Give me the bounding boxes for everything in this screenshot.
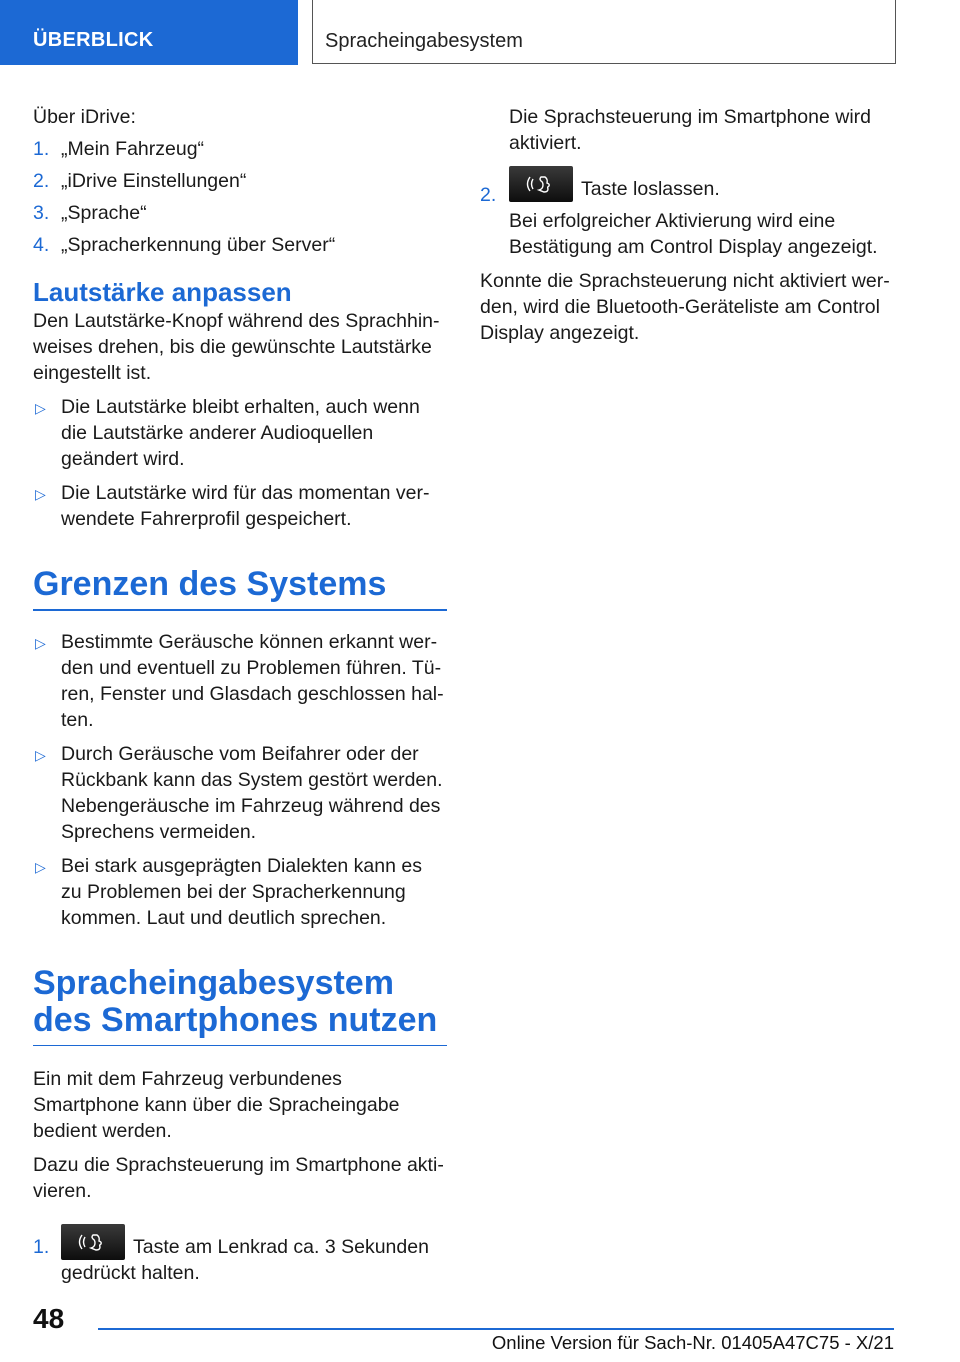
left-column bbox=[33, 104, 447, 1286]
list-item: ▷ Bestimmte Geräusche können erkannt werden und eventuell zu Problemen führen. Türen, Fenster und Glasdach geschlossen halten. bbox=[35, 630, 444, 731]
list-item: 2. Taste loslassen. Bei erfolgreicher Aktivierung wird eine Bestätigung am Control Display angezeigt. bbox=[480, 166, 894, 260]
volume-heading: Lautstärke anpassen bbox=[33, 277, 292, 307]
triangle-right-outline-icon: ▷ bbox=[35, 486, 46, 502]
page-number: 48 bbox=[33, 1303, 65, 1334]
limits-heading: Grenzen des Systems bbox=[33, 565, 387, 603]
section-label: ÜBERBLICK bbox=[33, 29, 154, 51]
footer-rule bbox=[98, 1328, 894, 1330]
list-item: ▷ Die Lautstärke bleibt erhalten, auch wenn die Lautstärke anderer Audioquellen geändert wird. bbox=[35, 396, 420, 470]
intro-text: Über iDrive: bbox=[33, 106, 136, 128]
smartphone-paragraph-2: Dazu die Sprachsteuerung im Smartphone aktivieren. bbox=[33, 1154, 444, 1202]
list-item: 1. Taste am Lenkrad ca. 3 Sekunden gedrückt halten. bbox=[33, 1224, 447, 1286]
list-item: 1. „Mein Fahrzeug“ bbox=[33, 138, 205, 160]
smartphone-paragraph-1: Ein mit dem Fahrzeug verbundenes Smartphone kann über die Spracheingabe bedient werden. bbox=[33, 1068, 400, 1142]
list-item: ▷ Durch Geräusche vom Beifahrer oder der Rückbank kann das System gestört werden. Nebengeräusche im Fahrzeug während des Sprechens vermeiden. bbox=[35, 742, 443, 843]
voice-control-button-icon bbox=[61, 1224, 125, 1260]
list-item: ▷ Die Lautstärke wird für das momentan verwendete Fahrerprofil gespeichert. bbox=[35, 482, 430, 530]
list-item: 2. „iDrive Einstellungen“ bbox=[33, 170, 247, 192]
list-item: 3. „Sprache“ bbox=[33, 202, 147, 224]
bluetooth-paragraph: Konnte die Sprachsteuerung nicht aktiviert werden, wird die Bluetooth-Geräteliste am Control Display angezeigt. bbox=[480, 270, 890, 344]
smartphone-heading: Spracheingabesystem des Smartphones nutzen bbox=[33, 963, 438, 1039]
triangle-right-outline-icon: ▷ bbox=[35, 746, 46, 763]
right-column bbox=[480, 104, 894, 346]
volume-paragraph: Den Lautstärke-Knopf während des Sprachhinweises drehen, bis die gewünschte Lautstärke eingestellt ist. bbox=[33, 310, 440, 384]
list-item: 4. „Spracherkennung über Server“ bbox=[33, 234, 336, 256]
triangle-right-outline-icon: ▷ bbox=[35, 858, 46, 875]
continued-text: Die Sprachsteuerung im Smartphone wird aktiviert. bbox=[509, 106, 872, 154]
voice-control-button-icon bbox=[509, 166, 573, 202]
triangle-right-outline-icon: ▷ bbox=[35, 634, 46, 651]
step-2-detail: Bei erfolgreicher Aktivierung wird eine Bestätigung am Control Display angezeigt. bbox=[509, 210, 878, 258]
chapter-label: Spracheingabesystem bbox=[325, 30, 523, 52]
footer-version: Online Version für Sach-Nr. 01405A47C75 - X/21 bbox=[491, 1332, 894, 1353]
chapter-tab bbox=[312, 0, 896, 64]
list-item: ▷ Bei stark ausgeprägten Dialekten kann es zu Problemen bei der Spracherkennung kommen. Laut und deutlich sprechen. bbox=[35, 854, 422, 929]
section-tab bbox=[0, 0, 298, 65]
triangle-right-outline-icon: ▷ bbox=[35, 400, 46, 416]
